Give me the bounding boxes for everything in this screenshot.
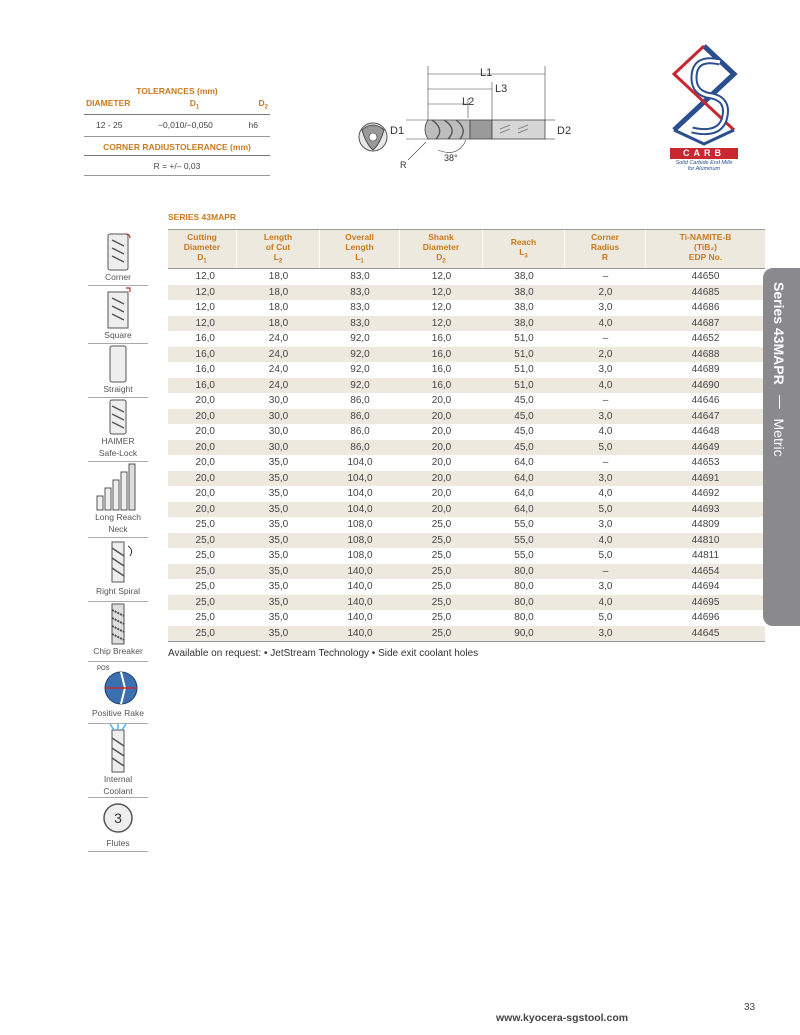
- table-cell: 83,0: [350, 317, 370, 329]
- table-cell: –: [602, 565, 609, 577]
- tolerances-columns: [84, 96, 270, 115]
- table-cell: 44646: [691, 395, 720, 406]
- table-cell: 5,0: [598, 441, 613, 453]
- table-cell: 35,0: [268, 596, 289, 608]
- pos-badge: POS: [97, 666, 110, 672]
- label-l3: L3: [495, 83, 508, 95]
- table-cell: 4,0: [598, 488, 613, 499]
- tolerances-values: [84, 115, 270, 137]
- table-cell: 35,0: [268, 534, 289, 546]
- table-cell: 83,0: [350, 271, 370, 282]
- table-cell: 25,0: [431, 627, 452, 639]
- table-cell: 55,0: [514, 534, 534, 546]
- table-cell: 18,0: [268, 317, 289, 329]
- table-cell: 45,0: [514, 441, 534, 453]
- table-cell: 104,0: [347, 503, 373, 515]
- table-cell: 83,0: [350, 302, 370, 313]
- feature-haimer: HAIMER Safe-Lock: [88, 398, 148, 462]
- table-row: [168, 595, 765, 611]
- carb-wordmark: CARB: [670, 148, 738, 159]
- column-header: Length of Cut $L_2$: [237, 230, 320, 268]
- end-view-icon: [359, 123, 387, 151]
- table-cell: 20,0: [431, 503, 452, 515]
- table-cell: 25,0: [195, 612, 215, 623]
- feature-positive-rake: POS Positive Rake: [88, 662, 148, 724]
- table-cell: 44685: [691, 286, 720, 298]
- table-cell: 12,0: [195, 286, 215, 298]
- table-cell: 44650: [691, 271, 720, 282]
- table-cell: 24,0: [268, 333, 289, 344]
- table-row: [168, 517, 765, 533]
- table-cell: 44696: [691, 612, 720, 623]
- table-cell: 2,0: [598, 286, 613, 298]
- table-row: [168, 316, 765, 332]
- feature-icons: [88, 230, 148, 852]
- table-cell: 25,0: [431, 519, 452, 530]
- table-cell: 140,0: [347, 627, 373, 639]
- feature-long-reach: Long Reach Neck: [88, 462, 148, 538]
- table-cell: 44647: [691, 410, 720, 422]
- table-row: [168, 548, 765, 564]
- table-cell: 25,0: [195, 519, 215, 530]
- table-cell: 16,0: [431, 364, 452, 375]
- table-row: [168, 471, 765, 487]
- table-cell: 18,0: [268, 286, 289, 298]
- table-cell: 4,0: [598, 426, 613, 437]
- feature-straight: Straight: [88, 344, 148, 398]
- label-angle: 38°: [444, 153, 458, 163]
- table-cell: 20,0: [431, 457, 452, 468]
- table-cell: 3,0: [598, 302, 613, 313]
- end-mill-drawing: [350, 62, 590, 172]
- product-table: [168, 229, 765, 659]
- label-r: R: [400, 160, 407, 170]
- feature-flutes: 3 Flutes: [88, 798, 148, 852]
- table-cell: 44686: [691, 302, 720, 313]
- table-cell: 35,0: [268, 457, 289, 468]
- table-cell: 12,0: [195, 271, 215, 282]
- table-cell: 4,0: [598, 317, 613, 329]
- label-d2: D2: [557, 125, 572, 137]
- table-cell: –: [602, 333, 609, 344]
- table-cell: 51,0: [514, 348, 534, 360]
- table-cell: 35,0: [268, 472, 289, 484]
- table-row: [168, 455, 765, 471]
- table-cell: 16,0: [195, 364, 215, 375]
- table-cell: 90,0: [514, 627, 534, 639]
- table-cell: 83,0: [350, 286, 370, 298]
- label-l2: L2: [462, 96, 475, 108]
- feature-chip-breaker: Chip Breaker: [88, 602, 148, 662]
- table-cell: –: [602, 457, 609, 468]
- table-cell: 20,0: [195, 503, 215, 515]
- tolerances-block: [84, 86, 270, 176]
- table-cell: 45,0: [514, 410, 534, 422]
- table-cell: 35,0: [268, 550, 289, 561]
- tolerances-diameter-value: 12 - 25: [96, 119, 123, 130]
- table-cell: 4,0: [598, 596, 613, 608]
- table-cell: 35,0: [268, 627, 289, 639]
- label-l1: L1: [480, 67, 493, 79]
- table-cell: 12,0: [195, 302, 215, 313]
- table-row: [168, 486, 765, 502]
- table-cell: 80,0: [514, 612, 534, 623]
- table-row: [168, 362, 765, 378]
- table-cell: 92,0: [350, 348, 370, 360]
- column-header: Ti-NAMITE-B (TiB₂) EDP No.: [679, 231, 732, 262]
- table-cell: 38,0: [514, 317, 534, 329]
- table-cell: 51,0: [514, 333, 534, 344]
- table-cell: 104,0: [347, 472, 373, 484]
- feature-corner: Corner: [88, 230, 148, 286]
- table-cell: 38,0: [514, 271, 534, 282]
- table-cell: 16,0: [195, 333, 215, 344]
- table-row: [168, 393, 765, 409]
- haimer-safe-lock-icon: [98, 398, 138, 436]
- table-cell: 80,0: [514, 596, 534, 608]
- table-cell: 44809: [691, 519, 720, 530]
- tolerances-col-d1: $D_1$: [189, 98, 200, 111]
- table-cell: 5,0: [598, 612, 613, 623]
- table-cell: 25,0: [431, 565, 452, 577]
- table-row: [168, 610, 765, 626]
- table-cell: 35,0: [268, 581, 289, 592]
- table-cell: 35,0: [268, 503, 289, 515]
- table-cell: 5,0: [598, 503, 613, 515]
- feature-square: Square: [88, 286, 148, 344]
- table-cell: 80,0: [514, 581, 534, 592]
- table-cell: 44687: [691, 317, 720, 329]
- table-cell: 20,0: [431, 426, 452, 437]
- side-tab: [763, 268, 800, 626]
- table-cell: 25,0: [195, 581, 215, 592]
- long-reach-neck-icon: [93, 462, 143, 512]
- table-cell: 25,0: [431, 596, 452, 608]
- table-cell: 3,0: [598, 581, 613, 592]
- table-cell: –: [602, 395, 609, 406]
- table-cell: 18,0: [268, 271, 289, 282]
- table-cell: 35,0: [268, 488, 289, 499]
- table-cell: 45,0: [514, 395, 534, 406]
- table-cell: 16,0: [431, 379, 452, 391]
- side-tab-unit: Metric: [771, 418, 787, 457]
- table-row: [168, 331, 765, 347]
- table-cell: 45,0: [514, 426, 534, 437]
- table-cell: 51,0: [514, 379, 534, 391]
- table-cell: 5,0: [598, 550, 613, 561]
- table-cell: 44695: [691, 596, 720, 608]
- tolerances-title: TOLERANCES (mm): [136, 86, 218, 96]
- corner-radius-value: R = +/– 0,03: [84, 156, 270, 176]
- table-cell: 25,0: [195, 627, 215, 639]
- table-cell: 86,0: [350, 395, 370, 406]
- table-header: [168, 229, 765, 269]
- internal-coolant-icon: [98, 724, 138, 774]
- table-cell: –: [602, 271, 609, 282]
- chip-breaker-icon: [98, 602, 138, 646]
- table-cell: 35,0: [268, 612, 289, 623]
- series-label: SERIES 43MAPR: [168, 212, 237, 222]
- table-cell: 108,0: [347, 534, 373, 546]
- table-cell: 140,0: [347, 581, 373, 592]
- table-row: [168, 269, 765, 285]
- table-cell: 35,0: [268, 565, 289, 577]
- table-cell: 108,0: [347, 519, 373, 530]
- table-cell: 64,0: [514, 472, 534, 484]
- table-cell: 44654: [691, 565, 720, 577]
- table-cell: 3,0: [598, 472, 613, 484]
- table-cell: 16,0: [431, 333, 452, 344]
- table-cell: 25,0: [195, 565, 215, 577]
- flutes-icon: [98, 798, 138, 838]
- table-cell: 20,0: [431, 488, 452, 499]
- tolerances-d2-value: h6: [248, 119, 258, 130]
- table-cell: 4,0: [598, 379, 613, 391]
- table-cell: 25,0: [431, 534, 452, 546]
- table-cell: 55,0: [514, 550, 534, 561]
- table-cell: 25,0: [195, 596, 215, 608]
- table-cell: 86,0: [350, 426, 370, 437]
- table-cell: 30,0: [268, 410, 289, 422]
- tolerances-d1-value: −0,010/−0,050: [158, 119, 213, 130]
- table-row: [168, 579, 765, 595]
- s-carb-emblem-icon: [664, 44, 744, 148]
- table-cell: 20,0: [195, 426, 215, 437]
- table-cell: 44688: [691, 348, 720, 360]
- table-cell: 25,0: [431, 550, 452, 561]
- table-cell: 16,0: [431, 348, 452, 360]
- table-cell: 24,0: [268, 364, 289, 375]
- s-carb-logo: [664, 44, 744, 176]
- right-spiral-icon: [98, 538, 138, 586]
- table-cell: 2,0: [598, 348, 613, 360]
- table-cell: 12,0: [431, 271, 452, 282]
- table-row: [168, 440, 765, 456]
- table-cell: 44810: [691, 534, 720, 546]
- footer-url[interactable]: www.kyocera-sgstool.com: [496, 1012, 629, 1024]
- table-cell: 140,0: [347, 565, 373, 577]
- table-cell: 44692: [691, 488, 720, 499]
- table-cell: 30,0: [268, 426, 289, 437]
- corner-radius-title: CORNER RADIUSTOLERANCE (mm): [84, 137, 270, 156]
- column-header: Cutting Diameter $D_1$: [168, 230, 237, 268]
- table-cell: 30,0: [268, 441, 289, 453]
- table-row: [168, 564, 765, 580]
- table-body: [168, 269, 765, 642]
- column-header: Overall Length $L_1$: [320, 230, 400, 268]
- table-cell: 92,0: [350, 379, 370, 391]
- table-cell: 44693: [691, 503, 720, 515]
- table-cell: 55,0: [514, 519, 534, 530]
- table-row: [168, 424, 765, 440]
- table-row: [168, 378, 765, 394]
- square-end-icon: [98, 286, 138, 330]
- table-cell: 4,0: [598, 534, 613, 546]
- table-cell: 44691: [691, 472, 720, 484]
- table-cell: 44811: [691, 550, 720, 561]
- table-cell: 104,0: [347, 488, 373, 499]
- table-cell: 51,0: [514, 364, 534, 375]
- table-cell: 30,0: [268, 395, 289, 406]
- table-cell: 140,0: [347, 612, 373, 623]
- table-cell: 44689: [691, 364, 720, 375]
- table-cell: 25,0: [431, 612, 452, 623]
- table-cell: 80,0: [514, 565, 534, 577]
- table-cell: 16,0: [195, 348, 215, 360]
- table-cell: 44645: [691, 627, 720, 639]
- table-cell: 20,0: [195, 488, 215, 499]
- logo-tagline: Solid Carbide End Mills for Aluminum: [675, 160, 733, 172]
- table-cell: 92,0: [350, 333, 370, 344]
- availability-note: Available on request: • JetStream Technology • Side exit coolant holes: [168, 648, 479, 659]
- table-cell: 38,0: [514, 302, 534, 313]
- label-d1: D1: [390, 125, 405, 137]
- table-cell: 12,0: [431, 302, 452, 313]
- table-cell: 3,0: [598, 627, 613, 639]
- table-cell: 20,0: [431, 472, 452, 484]
- feature-internal-coolant: Internal Coolant: [88, 724, 148, 798]
- table-cell: 20,0: [195, 441, 215, 453]
- table-cell: 20,0: [431, 410, 452, 422]
- table-cell: 3,0: [598, 364, 613, 375]
- table-cell: 16,0: [195, 379, 215, 391]
- table-cell: 64,0: [514, 457, 534, 468]
- table-cell: 3,0: [598, 410, 613, 422]
- side-tab-text: [771, 282, 787, 457]
- table-cell: 3,0: [598, 519, 613, 530]
- table-cell: 44690: [691, 379, 720, 391]
- table-cell: 25,0: [195, 550, 215, 561]
- table-cell: 12,0: [431, 317, 452, 329]
- table-cell: 20,0: [195, 410, 215, 422]
- table-row: [168, 285, 765, 301]
- table-cell: 44649: [691, 441, 720, 453]
- column-header: Corner Radius R: [565, 230, 646, 268]
- tolerances-col-diameter: DIAMETER: [86, 98, 131, 108]
- table-row: [168, 533, 765, 549]
- column-header: Reach $L_3$: [483, 230, 565, 268]
- table-row: [168, 502, 765, 518]
- table-cell: 108,0: [347, 550, 373, 561]
- table-row: [168, 300, 765, 316]
- table-cell: 18,0: [268, 302, 289, 313]
- table-cell: 104,0: [347, 457, 373, 468]
- table-cell: 86,0: [350, 441, 370, 453]
- table-cell: 20,0: [431, 441, 452, 453]
- table-cell: 12,0: [195, 317, 215, 329]
- table-cell: 44653: [691, 457, 720, 468]
- table-cell: 24,0: [268, 348, 289, 360]
- column-header: Shank Diameter $D_2$: [400, 230, 483, 268]
- table-cell: 35,0: [268, 519, 289, 530]
- flutes-count: 3: [114, 810, 122, 826]
- feature-right-spiral: Right Spiral: [88, 538, 148, 602]
- table-cell: 92,0: [350, 364, 370, 375]
- page-number: 33: [744, 1002, 756, 1013]
- table-cell: 20,0: [195, 457, 215, 468]
- positive-rake-icon: [95, 662, 141, 708]
- table-cell: 44648: [691, 426, 720, 437]
- table-cell: 25,0: [195, 534, 215, 546]
- table-cell: 25,0: [431, 581, 452, 592]
- table-cell: 86,0: [350, 410, 370, 422]
- table-cell: 20,0: [195, 395, 215, 406]
- table-row: [168, 626, 765, 642]
- table-cell: 64,0: [514, 488, 534, 499]
- side-tab-series: Series 43MAPR: [771, 282, 787, 385]
- table-cell: 64,0: [514, 503, 534, 515]
- table-cell: 44694: [691, 581, 720, 592]
- corner-icon: [98, 230, 138, 272]
- tolerances-col-d2: $D_2$: [258, 98, 268, 111]
- table-row: [168, 409, 765, 425]
- table-cell: 12,0: [431, 286, 452, 298]
- table-row: [168, 347, 765, 363]
- table-cell: 140,0: [347, 596, 373, 608]
- table-cell: 24,0: [268, 379, 289, 391]
- table-cell: 44652: [691, 333, 720, 344]
- table-cell: 38,0: [514, 286, 534, 298]
- table-cell: 20,0: [431, 395, 452, 406]
- table-cell: 20,0: [195, 472, 215, 484]
- straight-shank-icon: [98, 344, 138, 384]
